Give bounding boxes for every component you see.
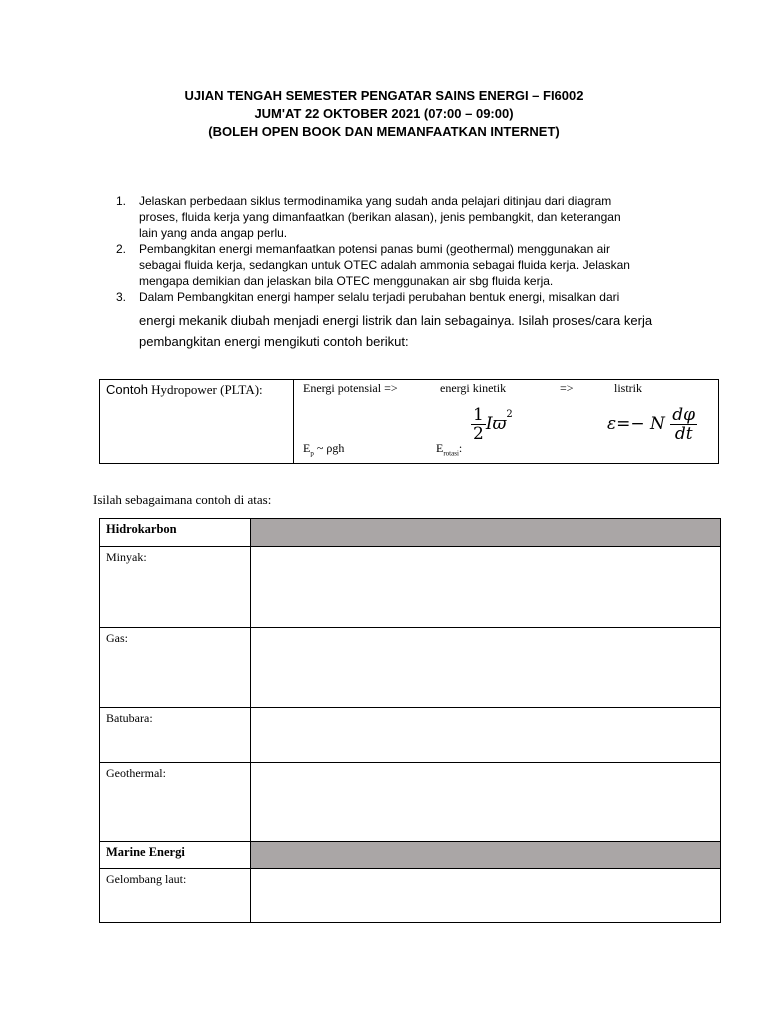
row-label-batubara: Batubara:	[100, 708, 251, 763]
question-number: 3.	[116, 290, 127, 304]
table-row	[100, 842, 721, 869]
row-label-geothermal: Geothermal:	[100, 763, 251, 842]
question-list	[116, 193, 676, 352]
question-line: sebagai fluida kerja, sedangkan untuk OTEC adalah ammonia sebagai fluida kerja. Jelaskan	[139, 258, 630, 272]
question-1	[116, 193, 676, 241]
row-label-minyak: Minyak:	[100, 547, 251, 628]
example-arrow: =>	[560, 381, 574, 395]
kinetic-formula: $\frac{1}{2}$ $Iϖ^2$	[473, 405, 513, 444]
question-line: Dalam Pembangkitan energi hamper selalu terjadi perubahan bentuk energi, misalkan dari	[139, 290, 620, 304]
exam-date: JUM'AT 22 OKTOBER 2021 (07:00 – 09:00)	[254, 106, 514, 121]
question-line: pembangkitan energi mengikuti contoh berikut:	[139, 334, 409, 349]
section-hidrokarbon: Hidrokarbon	[100, 519, 251, 547]
question-line: Pembangkitan energi memanfaatkan potensi panas bumi (geothermal) menggunakan air	[139, 242, 610, 256]
emf-formula: ε=− N $\frac{d\varphi}{dt}$	[607, 405, 696, 444]
example-box	[99, 379, 719, 464]
answer-table	[99, 518, 721, 923]
example-potential-energy: Energi potensial =>	[303, 381, 398, 395]
row-label-gelombang-laut: Gelombang laut:	[100, 869, 251, 923]
question-line: lain yang anda angap perlu.	[139, 226, 288, 240]
table-row	[100, 628, 721, 708]
table-row	[100, 869, 721, 923]
answer-cell-batubara[interactable]	[251, 708, 721, 763]
question-number: 1.	[116, 194, 127, 208]
question-3	[116, 289, 676, 352]
question-line: mengapa demikian dan jelaskan bila OTEC menggunakan air sbg fluida kerja.	[139, 274, 554, 288]
question-line: energi mekanik diubah menjadi energi listrik dan lain sebagainya. Isilah proses/cara kerja	[139, 313, 653, 328]
instruction-text: Isilah sebagaimana contoh di atas:	[93, 492, 272, 507]
section-marine-energi: Marine Energi	[100, 842, 251, 869]
question-line: proses, fluida kerja yang dimanfaatkan (berikan alasan), jenis pembangkit, dan keterangan	[139, 210, 621, 224]
rotation-label: $E_{rotasi}$:	[436, 441, 463, 458]
example-kinetic-energy: energi kinetik	[440, 381, 507, 395]
exam-header	[0, 87, 768, 141]
table-row	[100, 763, 721, 842]
answer-cell-gas[interactable]	[251, 628, 721, 708]
answer-cell-minyak[interactable]	[251, 547, 721, 628]
table-row	[100, 547, 721, 628]
question-2	[116, 241, 676, 289]
exam-title: UJIAN TENGAH SEMESTER PENGATAR SAINS ENERGI – FI6002	[184, 88, 584, 103]
answer-cell-gelombang-laut[interactable]	[251, 869, 721, 923]
section-shade-cell	[251, 842, 721, 869]
question-number: 2.	[116, 242, 127, 256]
potential-formula: $E_p$ ~ ρgh	[303, 441, 345, 458]
row-label-gas: Gas:	[100, 628, 251, 708]
example-label: Contoh Hydropower (PLTA):	[106, 382, 263, 397]
table-row	[100, 519, 721, 547]
question-line: Jelaskan perbedaan siklus termodinamika yang sudah anda pelajari ditinjau dari diagram	[139, 194, 612, 208]
table-row	[100, 708, 721, 763]
section-shade-cell	[251, 519, 721, 547]
example-label-cell	[100, 380, 294, 463]
answer-cell-geothermal[interactable]	[251, 763, 721, 842]
exam-note: (BOLEH OPEN BOOK DAN MEMANFAATKAN INTERNET)	[208, 124, 560, 139]
example-electric: listrik	[614, 381, 643, 395]
